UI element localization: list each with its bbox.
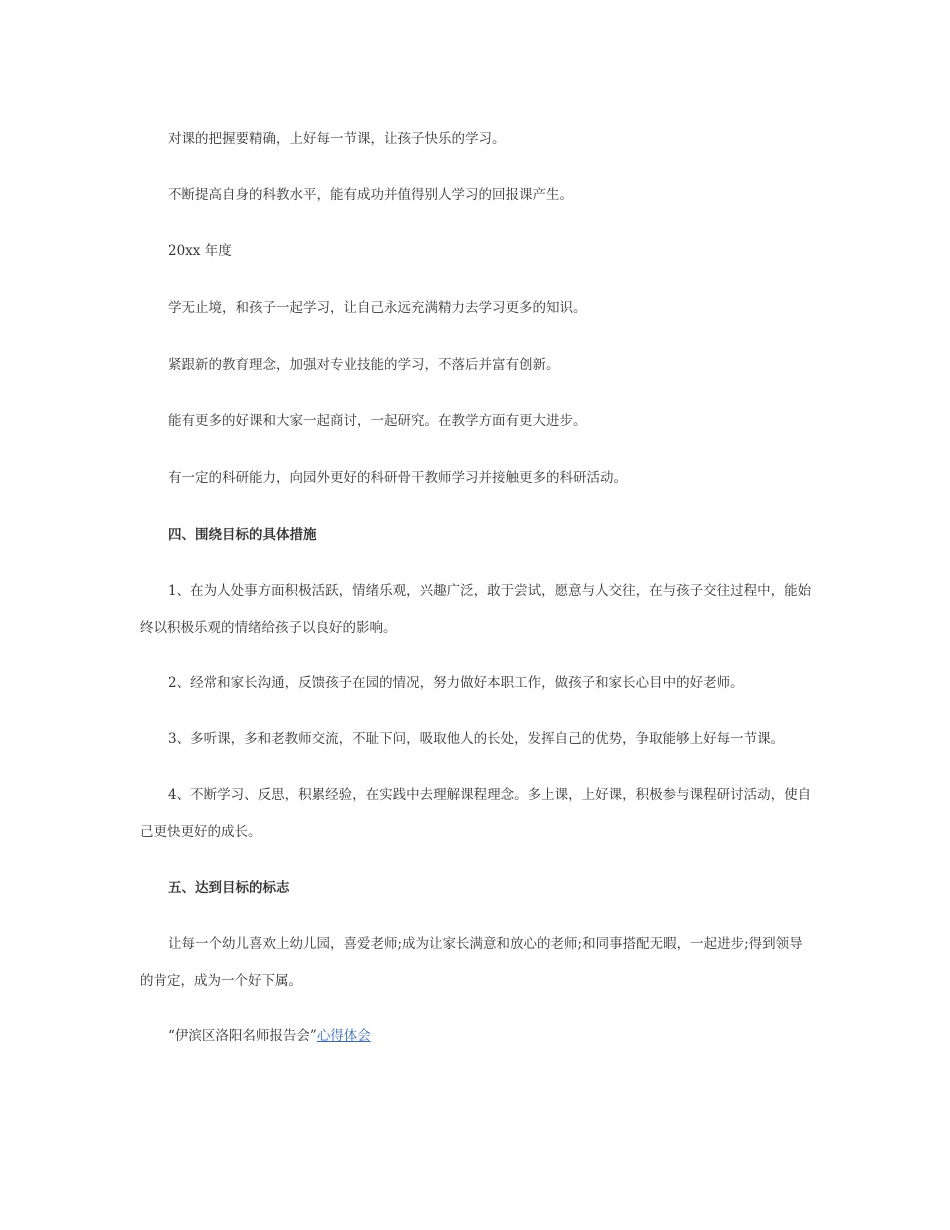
section-4-heading: 四、围绕目标的具体措施 [168,527,317,543]
measure-item-2: 2、经常和家长沟通，反馈孩子在园的情况，努力做好本职工作，做孩子和家长心目中的好老师。 [168,675,744,691]
footer-report-title: “伊滨区洛阳名师报告会” [168,1028,317,1044]
paragraph-research-ability: 有一定的科研能力，向园外更好的科研骨干教师学习并接触更多的科研活动。 [168,470,627,486]
paragraph-lesson-grasp: 对课的把握要精确，上好每一节课，让孩子快乐的学习。 [168,131,506,147]
section-5-heading: 五、达到目标的标志 [168,880,290,896]
measure-item-3: 3、多听课，多和老教师交流，不耻下问，吸取他人的长处，发挥自己的优势，争取能够上好每一节课。 [168,731,785,747]
footer-line [140,1018,812,1055]
paragraph-year: 20xx 年度 [168,243,232,259]
experience-link[interactable]: 心得体会 [316,1028,371,1044]
paragraph-new-ideas: 紧跟新的教育理念，加强对专业技能的学习，不落后并富有创新。 [168,357,560,373]
measure-item-4: 4、不断学习、反思，积累经验，在实践中去理解课程理念。多上课，上好课，积极参与课程研讨活动，使自己更快更好的成长。 [140,787,812,840]
goal-indicator-text: 让每一个幼儿喜欢上幼儿园，喜爱老师;成为让家长满意和放心的老师;和同事搭配无暇，一起进步;得到领导的肯定，成为一个好下属。 [140,936,803,989]
paragraph-good-lessons: 能有更多的好课和大家一起商讨，一起研究。在教学方面有更大进步。 [168,413,587,429]
paragraph-endless-learning: 学无止境，和孩子一起学习，让自己永远充满精力去学习更多的知识。 [168,300,587,316]
measure-item-1: 1、在为人处事方面积极活跃，情绪乐观，兴趣广泛，敢于尝试，愿意与人交往，在与孩子交往过程中，能始终以积极乐观的情绪给孩子以良好的影响。 [140,583,812,636]
paragraph-teaching-level: 不断提高自身的科教水平，能有成功并值得别人学习的回报课产生。 [168,187,573,203]
